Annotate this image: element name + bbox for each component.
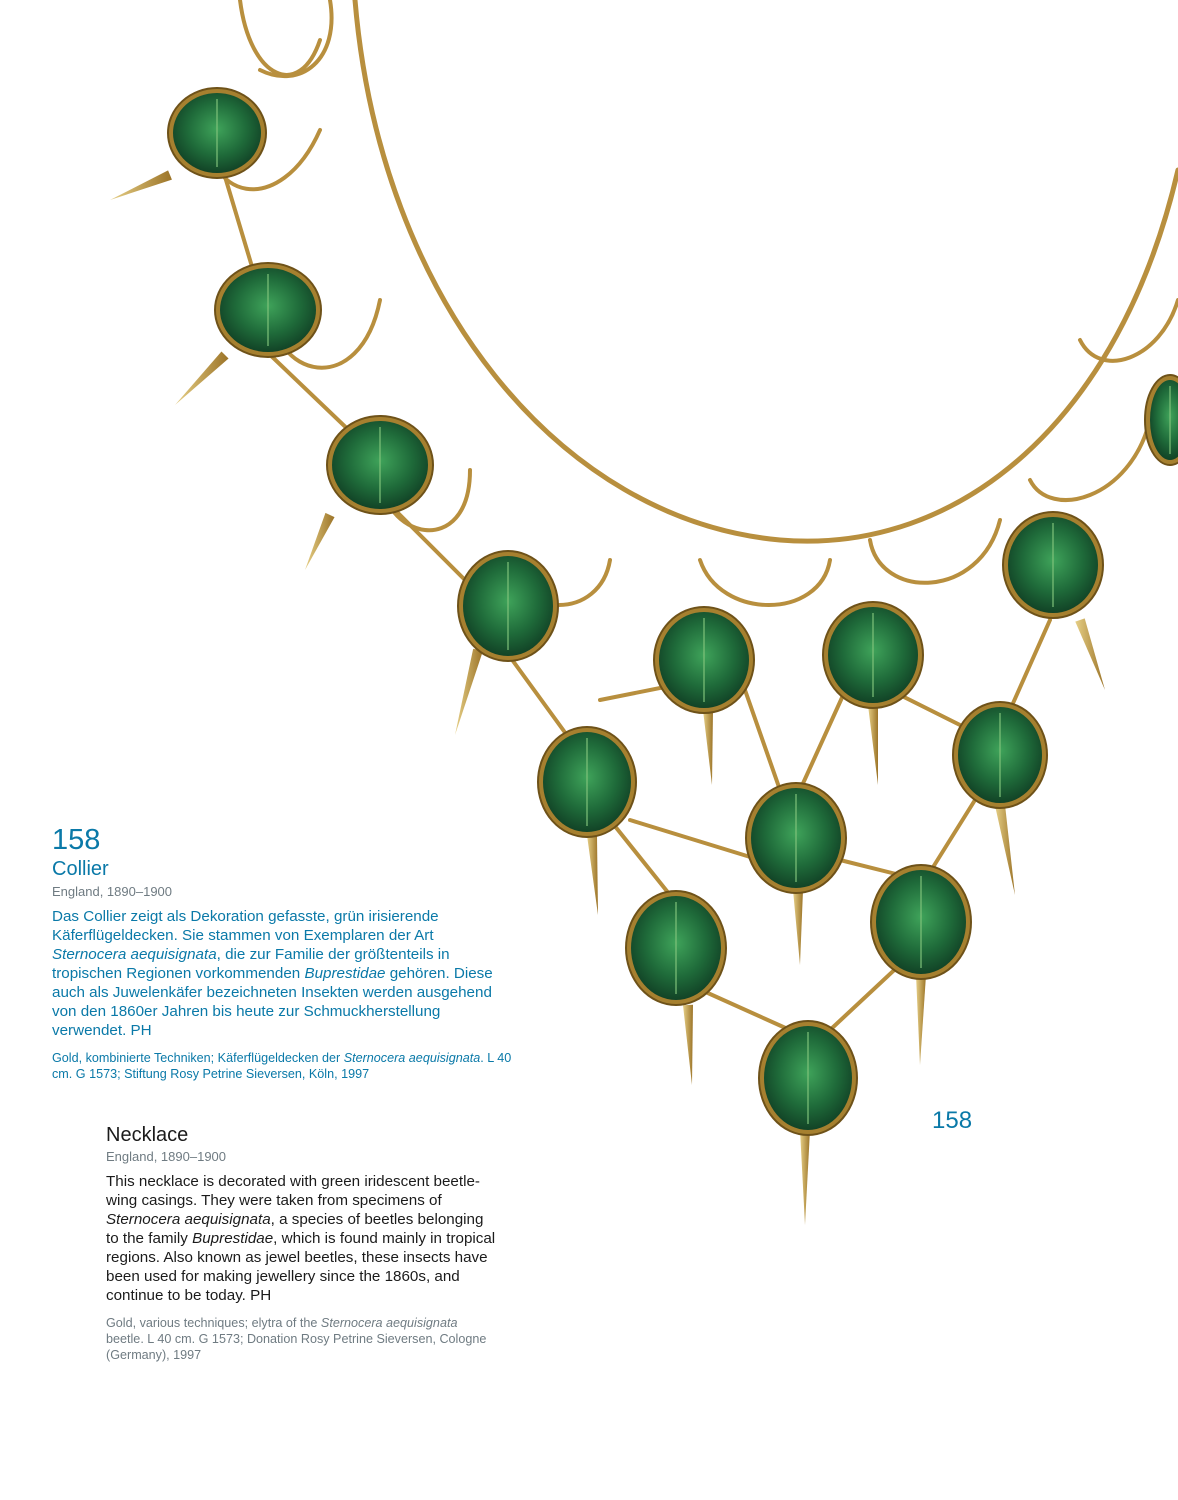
gold-spike: [455, 649, 483, 735]
gold-spike: [703, 710, 713, 785]
english-caption: [106, 1124, 498, 1363]
chain-segment: [700, 560, 830, 605]
beetle-wing-setting: [626, 891, 726, 1005]
chain-segment: [1010, 620, 1050, 710]
beetle-wing-setting: [953, 702, 1047, 808]
beetle-wing-setting: [823, 602, 923, 708]
beetle-wing-setting: [1003, 512, 1103, 618]
beetle-wing-setting: [746, 783, 846, 893]
beetle-wing-setting: [538, 727, 636, 837]
english-date: England, 1890–1900: [106, 1149, 227, 1164]
chain-segment: [630, 820, 760, 860]
german-description: Das Collier zeigt als Dekoration gefasste, grün irisierende Käferflügeldecken. Sie stammen von Exemplaren der Art Sternocera aequisignata, die zur Familie der größtenteils in tropischen Regionen vorkommenden Buprestidae gehören. Diese auch als Juwelenkäfer bezeichneten Insekten werden ausgehend von den 1860er Jahren bis heute zur Schmuckherstellung verwendet. PH: [52, 908, 493, 1039]
gold-spike: [995, 804, 1015, 895]
plate-number: 158: [932, 1107, 973, 1134]
beetle-wing-setting: [215, 263, 321, 357]
german-credit-line: Gold, kombinierte Techniken; Käferflügeldecken der Sternocera aequisignata. L 40 cm. G 1573; Stiftung Rosy Petrine Sieversen, Köln, 1997: [52, 1051, 512, 1081]
german-title: Collier: [52, 858, 109, 880]
gold-spike: [110, 170, 172, 200]
beetle-wing-setting: [871, 865, 971, 979]
chain-segment: [355, 0, 1178, 541]
catalogue-number: 158: [52, 824, 101, 856]
gold-spike: [683, 1005, 693, 1085]
german-caption: [52, 824, 512, 1082]
german-date: England, 1890–1900: [52, 884, 173, 899]
beetle-wing-setting: [759, 1021, 857, 1135]
beetle-wing-setting: [458, 551, 558, 661]
chain-segment: [240, 0, 320, 75]
gold-spike: [868, 705, 878, 785]
gold-spike: [916, 975, 926, 1065]
chain-segment: [745, 690, 780, 790]
english-description: This necklace is decorated with green iridescent beetle-wing casings. They were taken from specimens of Sternocera aequisignata, a species of beetles belonging to the family Buprestidae, which is found mainly in tropical regions. Also known as jewel beetles, these insects have been used for making jewellery since the 1860s, and continue to be today. PH: [106, 1173, 496, 1304]
chain-segment: [260, 0, 332, 76]
gold-spike: [587, 835, 598, 915]
gold-spike: [800, 1130, 810, 1225]
english-credit-line: Gold, various techniques; elytra of the Sternocera aequisignata beetle. L 40 cm. G 1573; Donation Rosy Petrine Sieversen, Cologne (Germany), 1997: [106, 1316, 487, 1362]
beetle-wing-setting: [327, 416, 433, 514]
gold-spike: [305, 513, 335, 570]
gold-spike: [1075, 618, 1105, 690]
beetle-wing-setting: [168, 88, 266, 178]
gold-spike: [793, 890, 803, 965]
gold-spike: [175, 351, 229, 405]
beetle-wing-setting: [1145, 375, 1178, 465]
beetle-wing-setting: [654, 607, 754, 713]
english-title: Necklace: [106, 1124, 189, 1146]
